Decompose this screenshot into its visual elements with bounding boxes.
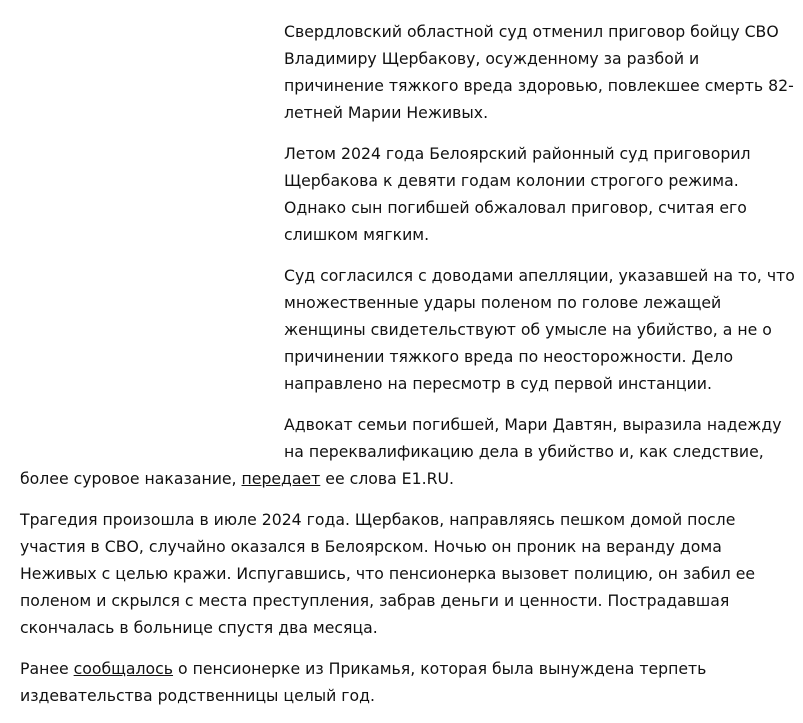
paragraph-verdict-cancelled: Свердловский областной суд отменил приговор бойцу СВО Владимиру Щербакову, осужденному за разбой и причинение тяжкого вреда здоровью, повлекшее смерть 82-летней Марии Неживых.	[284, 22, 794, 122]
paragraph-related	[20, 655, 795, 709]
image-placeholder	[20, 18, 284, 458]
paragraph-related-text-end: о пенсионерке из Прикамья, которая была вынуждена терпеть издевательства родственницы целый год.	[20, 659, 707, 705]
paragraph-tragedy: Трагедия произошла в июле 2024 года. Щербаков, направляясь пешком домой после участия в СВО, случайно оказался в Белоярском. Ночью он проник на веранду дома Неживых с целью кражи. Испугавшись, что пенсионерка вызовет полицию, он забил ее поленом и скрылся с места преступления, забрав деньги и ценности. Пострадавшая скончалась в больнице спустя два месяца.	[20, 510, 756, 637]
paragraph-first-sentence: Летом 2024 года Белоярский районный суд приговорил Щербакова к девяти годам колонии строгого режима. Однако сын погибшей обжаловал приговор, считая его слишком мягким.	[284, 144, 751, 244]
article-body	[20, 18, 795, 723]
paragraph-lawyer-text: Адвокат семьи погибшей, Мари Давтян, выразила надежду на переквалификацию дела в убийство и, как следствие, более суровое наказание,	[20, 415, 782, 488]
related-story-link[interactable]: сообщалось	[73, 659, 174, 678]
paragraph-related-text: Ранее	[20, 659, 74, 678]
paragraph-lawyer-text-end: ее слова E1.RU.	[320, 469, 454, 488]
paragraph-appeal: Суд согласился с доводами апелляции, указавшей на то, что множественные удары поленом по голове лежащей женщины свидетельствуют об умысле на убийство, а не о причинении тяжкого вреда по неосторожности. Дело направлено на пересмотр в суд первой инстанции.	[284, 266, 795, 393]
source-link[interactable]: передает	[241, 469, 321, 488]
